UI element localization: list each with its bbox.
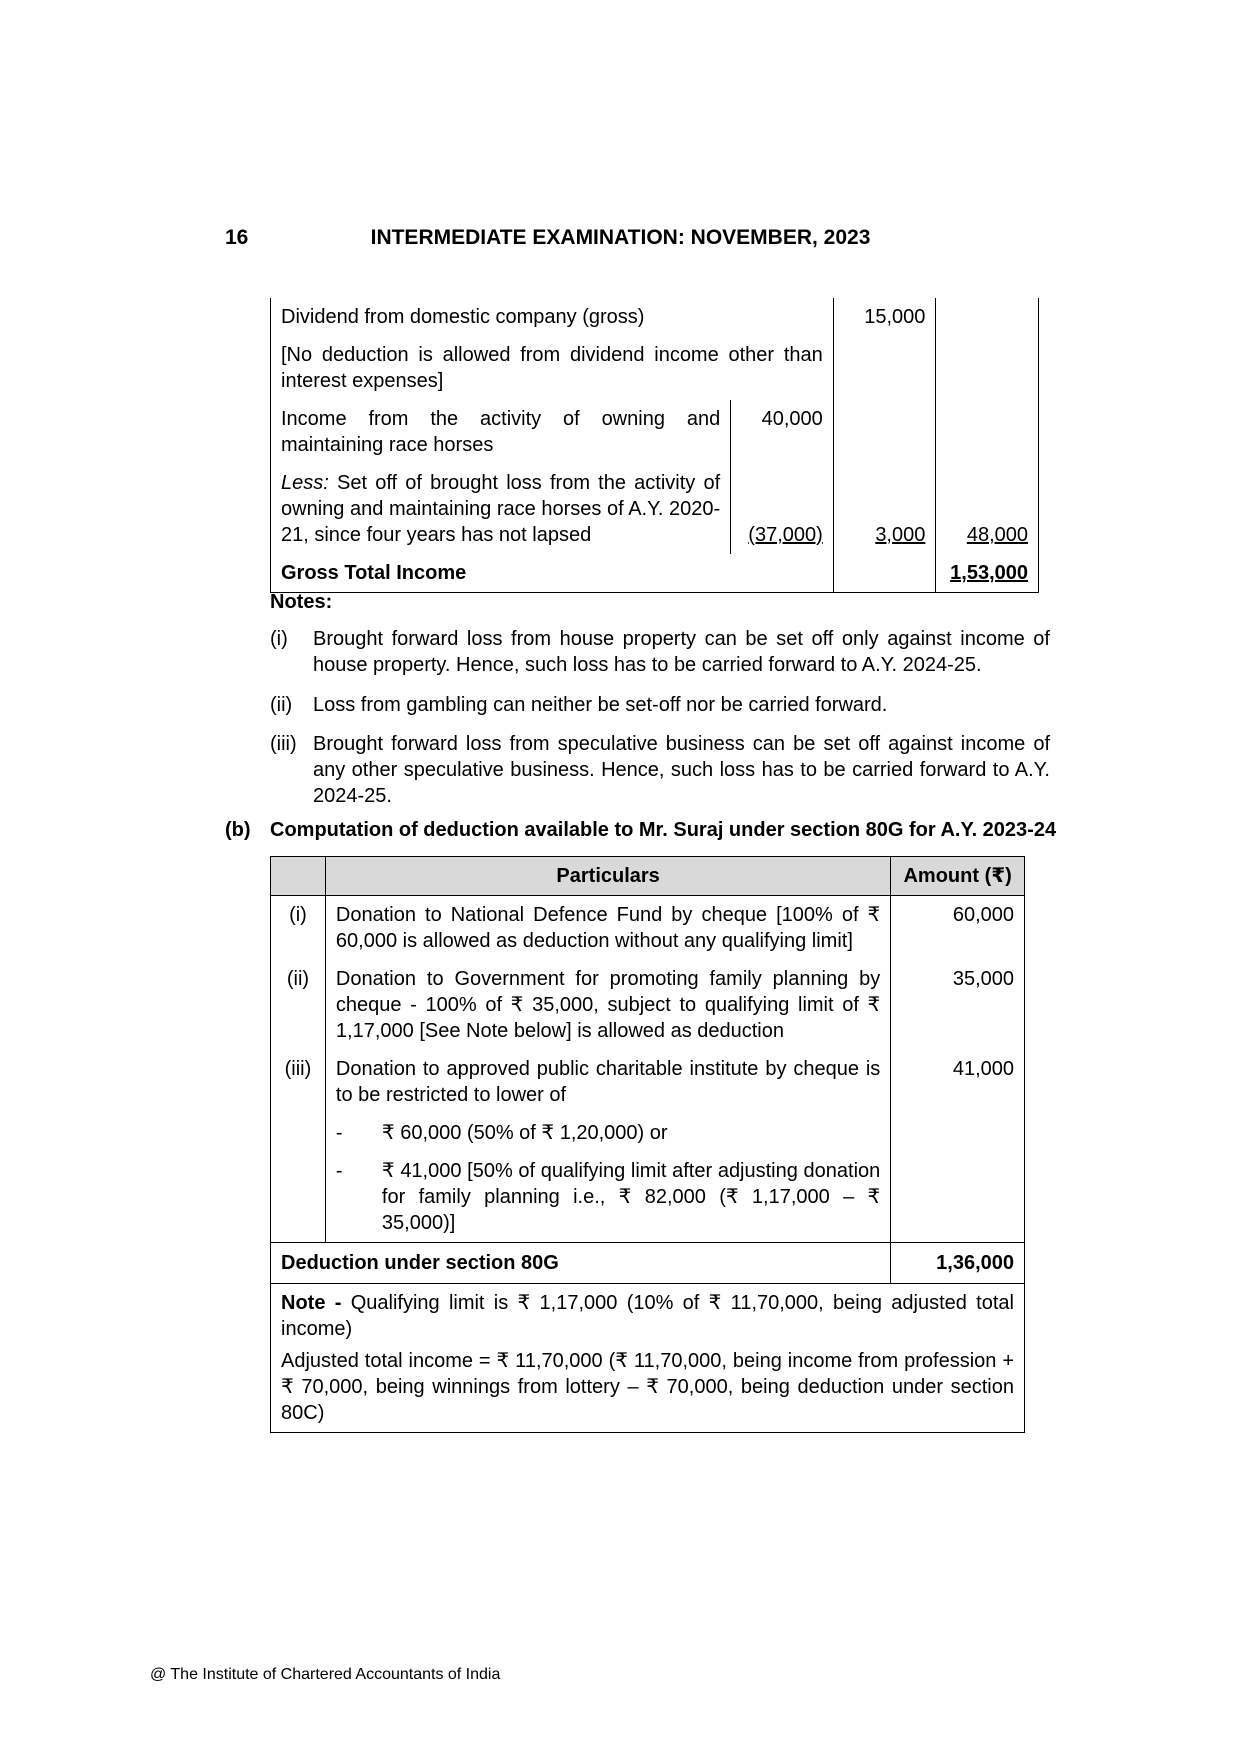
col-amount: Amount (₹) xyxy=(891,857,1025,896)
total-label: Deduction under section 80G xyxy=(271,1243,891,1284)
col-particulars: Particulars xyxy=(325,857,890,896)
setoff-value: (37,000) xyxy=(748,524,823,546)
table-row xyxy=(271,1114,1025,1152)
note-row xyxy=(271,1284,1025,1433)
table-row xyxy=(271,1152,1025,1243)
note-text: Qualifying limit is ₹ 1,17,000 (10% of ₹ 11,70,000, being adjusted total income) xyxy=(281,1292,1014,1340)
dividend-value: 15,000 xyxy=(833,298,936,336)
table-row xyxy=(271,336,1039,400)
table-row xyxy=(271,298,1039,336)
dividend-note: [No deduction is allowed from dividend income other than interest expenses] xyxy=(271,336,834,400)
page-header xyxy=(0,226,1241,254)
table-row: (iii) Donation to approved public charitable institute by cheque is to be restricted to lower of 41,000 xyxy=(271,1050,1025,1114)
other-sources-subtotal: 48,000 xyxy=(966,524,1028,546)
table-row: (i) Donation to National Defence Fund by cheque [100% of ₹ 60,000 is allowed as deduction without any qualifying limit] 60,000 xyxy=(271,896,1025,961)
note-prefix: Note - xyxy=(281,1292,342,1314)
gti-value: 1,53,000 xyxy=(950,562,1028,584)
income-computation-table xyxy=(270,298,1039,593)
total-value: 1,36,000 xyxy=(891,1243,1025,1284)
notes-title: Notes: xyxy=(270,591,333,613)
table-row xyxy=(271,464,1039,554)
dividend-label: Dividend from domestic company (gross) xyxy=(271,298,834,336)
note-text-2: Adjusted total income = ₹ 11,70,000 (₹ 11,70,000, being income from profession + ₹ 70,000, being winnings from lottery – ₹ 70,000, being deduction under section 80C) xyxy=(281,1350,1014,1424)
gti-label: Gross Total Income xyxy=(271,554,834,593)
table-row: (ii) Donation to Government for promoting family planning by cheque - 100% of ₹ 35,000, subject to qualifying limit of ₹ 1,17,000 [See Note below] is allowed as deduction 35,000 xyxy=(271,960,1025,1050)
less-prefix: Less: xyxy=(281,472,329,494)
sub-item: - ₹ 41,000 [50% of qualifying limit after adjusting donation for family planning i.e., ₹ 82,000 (₹ 1,17,000 – ₹ 35,000)] xyxy=(335,1160,881,1234)
race-horse-label: Income from the activity of owning and maintaining race horses xyxy=(271,400,731,464)
table-row xyxy=(271,554,1039,593)
total-row xyxy=(271,1243,1025,1284)
section-title: Computation of deduction available to Mr. Suraj under section 80G for A.Y. 2023-24 xyxy=(270,819,1057,841)
race-horse-value: 40,000 xyxy=(731,400,834,464)
table-header-row xyxy=(271,857,1025,896)
exam-title: INTERMEDIATE EXAMINATION: NOVEMBER, 2023 xyxy=(370,226,871,249)
setoff-label: Less: Set off of brought loss from the activity of owning and maintaining race horses of A.Y. 2020-21, since four years has not lapsed xyxy=(271,464,731,554)
setoff-net: 3,000 xyxy=(875,524,926,546)
footer-copyright: @ The Institute of Chartered Accountants of India xyxy=(150,1666,501,1683)
deduction-80g-table xyxy=(270,856,1025,1433)
page-number: 16 xyxy=(225,226,249,249)
section-label: (b) xyxy=(225,819,251,841)
sub-item: - ₹ 60,000 (50% of ₹ 1,20,000) or xyxy=(335,1122,668,1144)
note-item: (ii) Loss from gambling can neither be set-off nor be carried forward. xyxy=(270,694,888,716)
note-item: (i) Brought forward loss from house property can be set off only against income of house property. Hence, such loss has to be carried forward to A.Y. 2024-25. xyxy=(270,628,1050,676)
note-item: (iii) Brought forward loss from speculative business can be set off against income of any other speculative business. Hence, such loss has to be carried forward to A.Y. 2024-25. xyxy=(270,733,1050,807)
table-row xyxy=(271,400,1039,464)
